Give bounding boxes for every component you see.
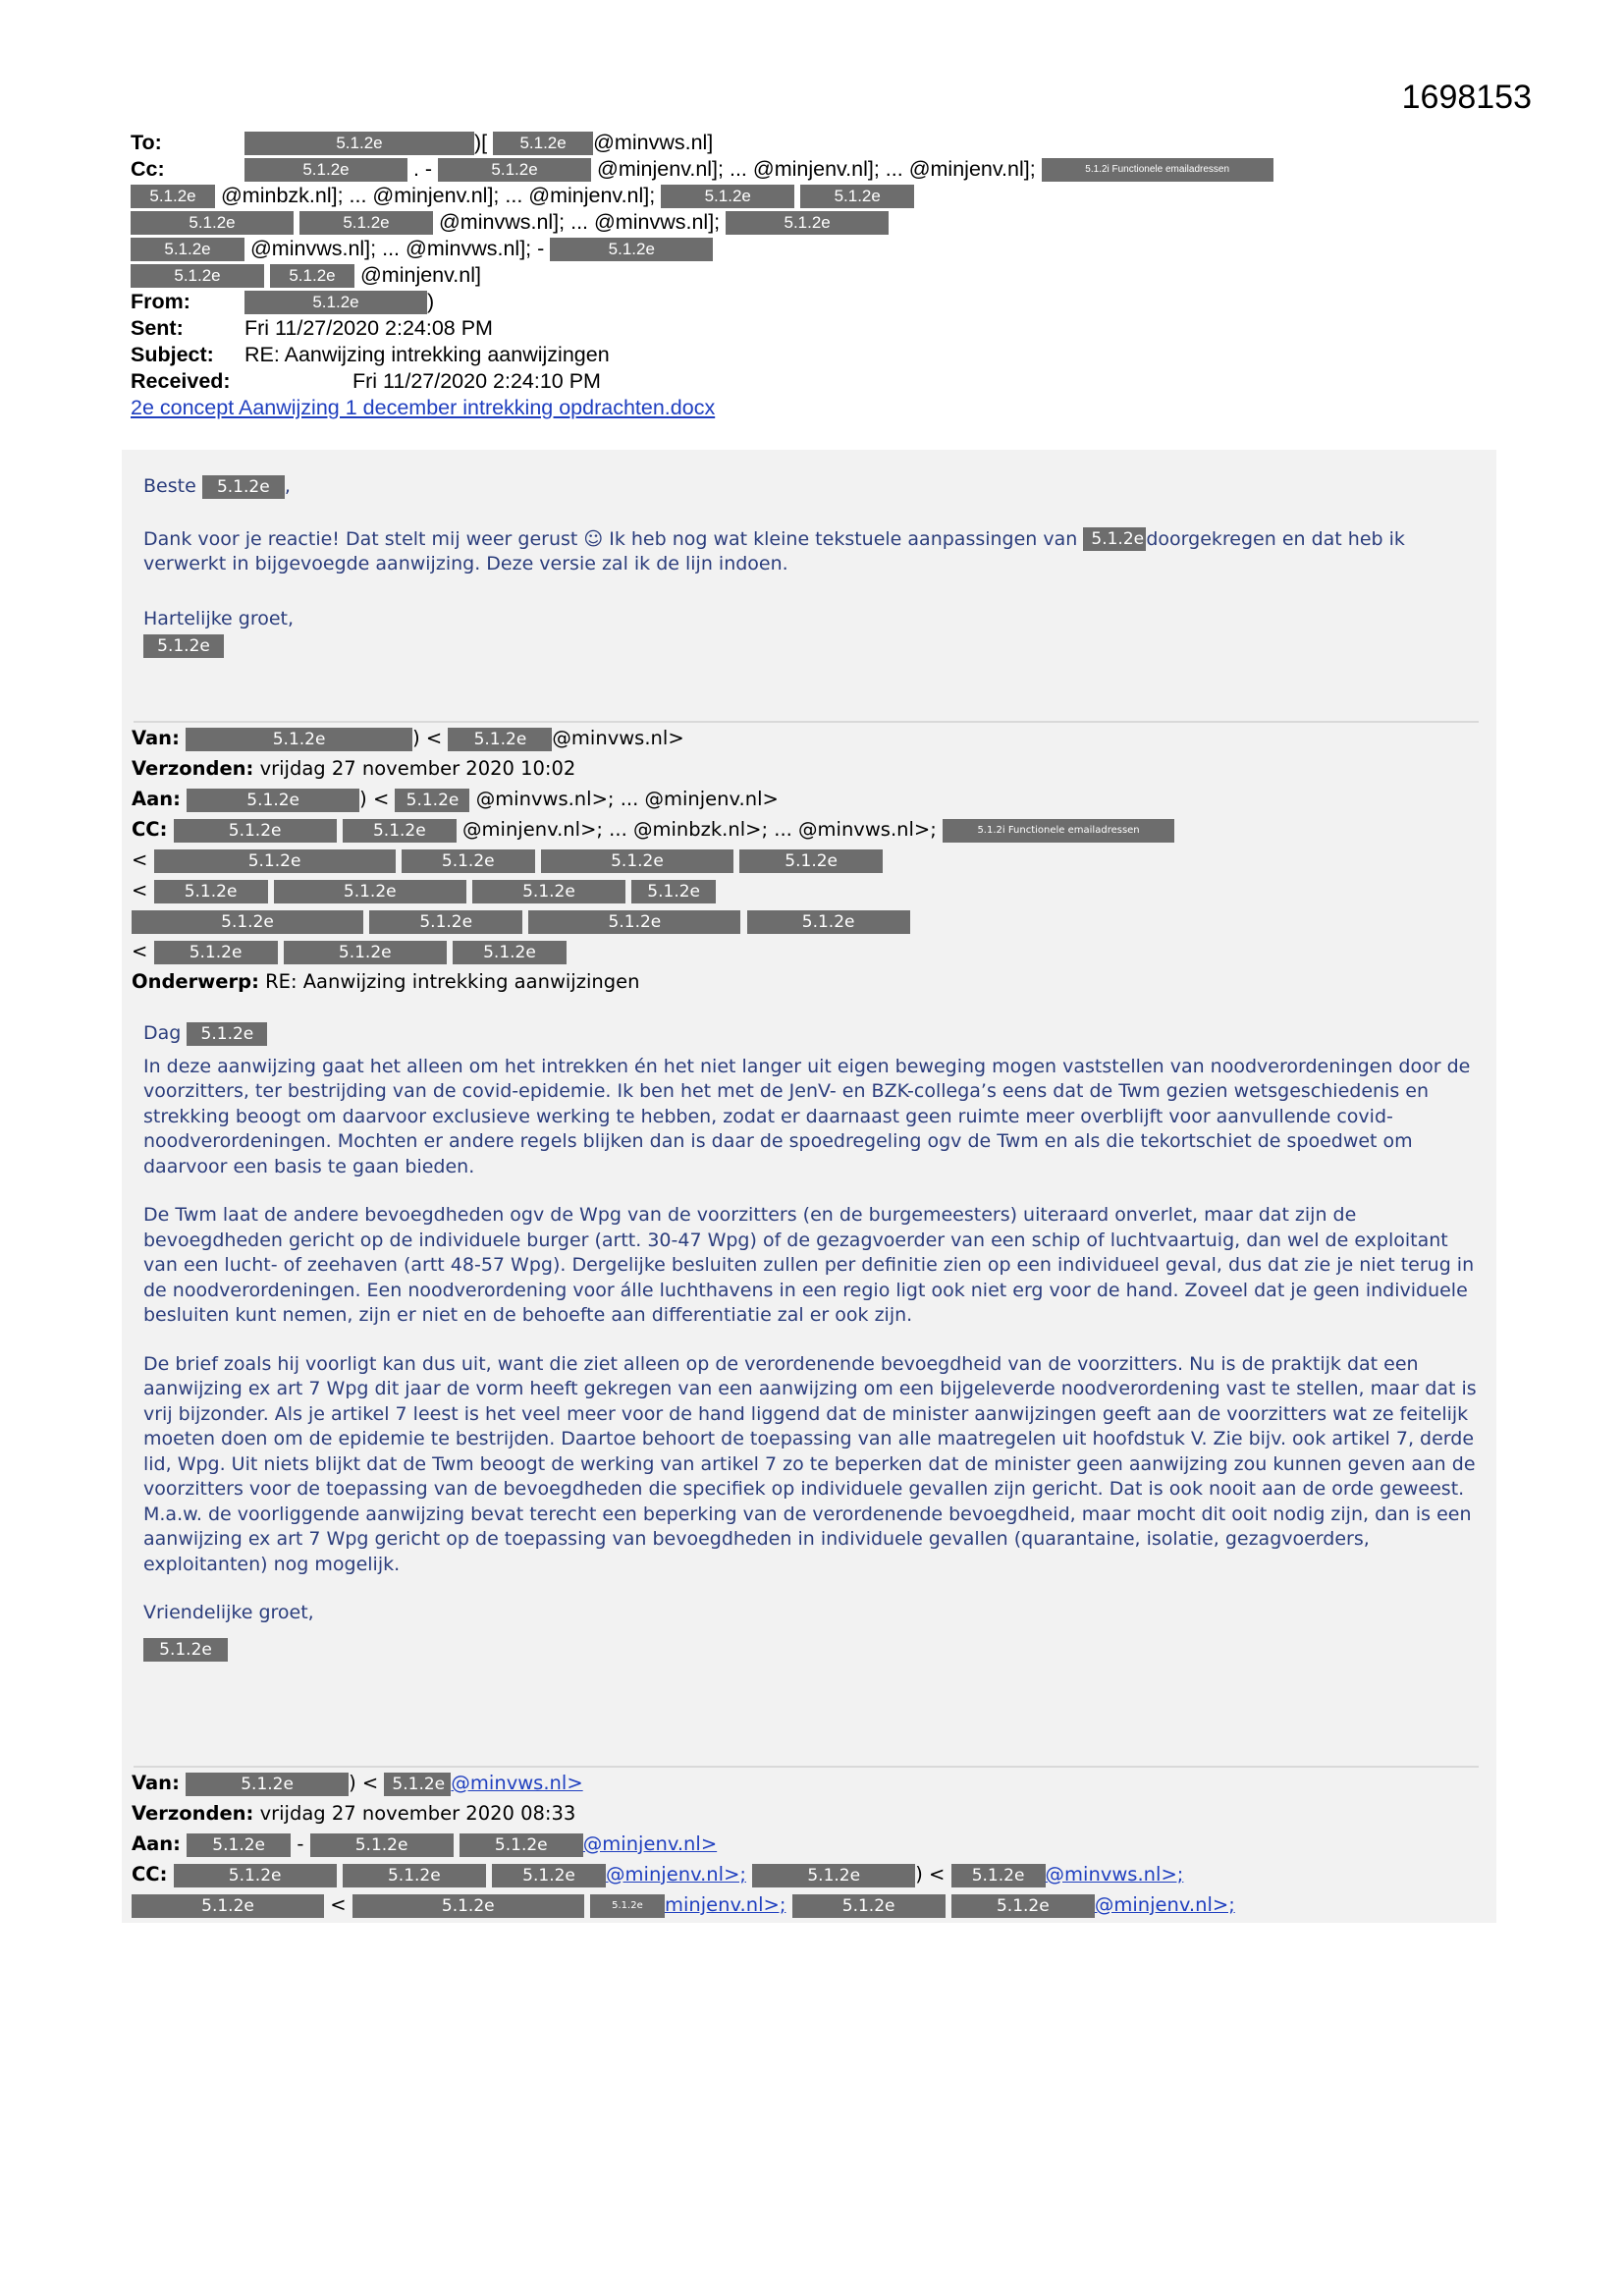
redaction-box: 5.1.2e xyxy=(174,1864,337,1887)
redaction-box: 5.1.2e xyxy=(299,211,433,235)
redaction-box: 5.1.2e xyxy=(132,1894,324,1918)
attachment-row xyxy=(131,395,1495,421)
redaction-box: 5.1.2e xyxy=(448,728,552,751)
redaction-box: 5.1.2e xyxy=(187,789,359,812)
cc-row: Cc: 5.1.2e . - 5.1.2e @minjenv.nl]; ... @minjenv.nl]; ... @minjenv.nl]; 5.1.2i Functionele emailadressen xyxy=(131,156,1495,183)
redaction-box: 5.1.2e xyxy=(590,1894,665,1918)
redaction-box: 5.1.2e xyxy=(951,1894,1095,1918)
redaction-box: 5.1.2e xyxy=(747,910,910,934)
cc-line: @minvws.nl]; ... @minvws.nl]; - xyxy=(249,237,545,260)
subject-row xyxy=(131,342,1495,368)
from-row: From: 5.1.2e ) xyxy=(131,290,435,313)
redaction-box: 5.1.2e xyxy=(792,1894,946,1918)
redaction-box: 5.1.2e xyxy=(528,910,740,934)
redaction-box: 5.1.2i Functionele emailadressen xyxy=(943,819,1174,843)
redaction-box: 5.1.2e xyxy=(186,728,412,751)
redaction-box: 5.1.2e xyxy=(270,264,354,288)
cc-line: @minjenv.nl] xyxy=(359,263,481,287)
redaction-box: 5.1.2e xyxy=(343,1864,486,1887)
forward-header-2: Van: 5.1.2e ) < 5.1.2e @minvws.nl> Verzonden: vrijdag 27 november 2020 08:33 Aan: 5.1.2e - 5.1.2e 5.1.2e @minjenv.nl> CC: 5.1.2e 5.1.2e 5.1.2e @minjenv.nl>; 5.1.2e ) < 5.1.2e @minvws.nl>; 5.1.2e < 5.1.2e 5.1.2e minjenv.nl>; 5.1.2e 5.1.2e @minjenv.nl>; xyxy=(132,1772,1235,1916)
verzonden-label: Verzonden: xyxy=(132,1802,254,1825)
redaction-box: 5.1.2e xyxy=(131,211,294,235)
closing: Vriendelijke groet, xyxy=(143,1602,314,1623)
redaction-box: 5.1.2i Functionele emailadressen xyxy=(1042,158,1273,182)
redaction-box: 5.1.2e xyxy=(1083,527,1146,551)
redaction-box: 5.1.2e xyxy=(739,849,883,873)
redaction-box: 5.1.2e xyxy=(352,1894,584,1918)
redaction-box: 5.1.2e xyxy=(752,1864,915,1887)
redaction-box: 5.1.2e xyxy=(631,880,716,903)
redaction-box: 5.1.2e xyxy=(493,132,593,155)
redaction-box: 5.1.2e xyxy=(131,185,215,208)
verzonden-value: vrijdag 27 november 2020 08:33 xyxy=(259,1802,576,1825)
closing: Hartelijke groet, xyxy=(143,607,295,629)
redaction-box: 5.1.2e xyxy=(131,264,264,288)
received-value: Fri 11/27/2020 2:24:10 PM xyxy=(352,369,601,393)
redaction-box: 5.1.2e xyxy=(726,211,889,235)
cc-line: @minjenv.nl]; ... @minjenv.nl]; ... @minjenv.nl]; xyxy=(597,157,1036,181)
redaction-box: 5.1.2e xyxy=(343,819,457,843)
greeting: Dag xyxy=(143,1022,182,1044)
subject-value: RE: Aanwijzing intrekking aanwijzingen xyxy=(244,343,610,366)
cc-row-4 xyxy=(131,236,1495,262)
redaction-box: 5.1.2e xyxy=(154,849,396,873)
greeting: Beste xyxy=(143,475,196,497)
redaction-box: 5.1.2e xyxy=(800,185,914,208)
redaction-box: 5.1.2e xyxy=(453,941,567,964)
cc-line: @minvws.nl]; ... @minvws.nl]; xyxy=(438,210,721,234)
subject-label: Subject: xyxy=(131,343,214,366)
redaction-box: 5.1.2e xyxy=(310,1833,454,1857)
to-label: To: xyxy=(131,131,162,154)
msg2-para-1: In deze aanwijzing gaat het alleen om het intrekken én het niet langer uit eigen beweging mogen vaststellen van noodverordeningen door de voorzitters, ter bestrijding van de covid-epidemie. Ik ben het met de JenV- en BZK-collega’s eens dat de Twm gezien wetsgeschiedenis en strekking beoogt om daarvoor exclusieve werking te hebben, zodat er daarnaast geen ruimte meer overblijft voor aanvullende covid-noodverordeningen. Mochten er andere regels blijken dan is daar de spoedregeling ogv de Twm en als die tekortschiet de spoedwet om daarvoor een basis te gaan bieden. xyxy=(143,1055,1471,1177)
cc-row-3 xyxy=(131,209,1495,236)
redaction-box: 5.1.2e xyxy=(661,185,794,208)
redaction-box: 5.1.2e xyxy=(284,941,447,964)
redaction-box: 5.1.2e xyxy=(143,634,224,658)
van-label: Van: xyxy=(132,727,180,749)
cc-value-4[interactable]: @minjenv.nl>; xyxy=(1094,1893,1235,1916)
cc-value-3[interactable]: minjenv.nl>; xyxy=(664,1893,786,1916)
redaction-box: 5.1.2e xyxy=(274,880,466,903)
redaction-box: 5.1.2e xyxy=(460,1833,583,1857)
cc-line: @minbzk.nl]; ... @minjenv.nl]; ... @minjenv.nl]; xyxy=(220,184,656,207)
redaction-box: 5.1.2e xyxy=(384,1773,451,1796)
redaction-box: 5.1.2e xyxy=(202,475,285,499)
sent-label: Sent: xyxy=(131,316,184,340)
received-label: Received: xyxy=(131,369,231,393)
redaction-box: 5.1.2e xyxy=(143,1638,228,1662)
cc-label: CC: xyxy=(132,818,168,841)
forward-header-1: Van: 5.1.2e ) < 5.1.2e @minvws.nl> Verzonden: vrijdag 27 november 2020 10:02 Aan: 5.1.2e ) < 5.1.2e @minvws.nl>; ... @minjenv.nl> CC: 5.1.2e 5.1.2e @minjenv.nl>; ... @minbzk.nl>; ... @minvws.nl>; 5.1.2i Functionele emailadressen < 5.1.2e 5.1.2e 5.1.2e 5.1.2e < 5.1.2e 5.1.2e 5.1.2e 5.1.2e 5.1.2e 5.1.2e 5.1.2e 5.1.2e < 5.1.2e 5.1.2e 5.1.2e Onderwerp: RE: Aanwijzing intrekking aanwijzingen xyxy=(132,723,1487,997)
from-label: From: xyxy=(131,290,190,313)
redaction-box: 5.1.2e xyxy=(131,238,244,261)
document-id: 1698153 xyxy=(1401,79,1532,116)
cc-label: Cc: xyxy=(131,157,165,181)
redaction-box: 5.1.2e xyxy=(395,789,469,812)
message-1: Beste 5.1.2e , Dank voor je reactie! Dat stelt mij weer gerust ☺ Ik heb nog wat kleine tekstuele aanpassingen van 5.1.2e doorgekregen en dat heb ik verwerkt in bijgevoegde aanwijzing. Deze versie zal ik de lijn indoen. Hartelijke groet, 5.1.2e xyxy=(143,474,1479,683)
redaction-box: 5.1.2e xyxy=(244,158,407,182)
redaction-box: 5.1.2e xyxy=(244,132,474,155)
redaction-box: 5.1.2e xyxy=(187,1833,291,1857)
sent-value: Fri 11/27/2020 2:24:08 PM xyxy=(244,316,493,340)
redaction-box: 5.1.2e xyxy=(492,1864,606,1887)
van-label: Van: xyxy=(132,1772,180,1794)
cc-label: CC: xyxy=(132,1863,168,1886)
verzonden-label: Verzonden: xyxy=(132,757,254,780)
van-value: @minvws.nl> xyxy=(552,727,684,749)
msg1-para-a: Dank voor je reactie! Dat stelt mij weer gerust ☺ Ik heb nog wat kleine tekstuele aanpassingen van xyxy=(143,527,1078,550)
aan-label: Aan: xyxy=(132,1832,181,1855)
redaction-box: 5.1.2e xyxy=(369,910,522,934)
email-header xyxy=(131,130,1495,421)
attachment-link[interactable]: 2e concept Aanwijzing 1 december intrekking opdrachten.docx xyxy=(131,396,716,419)
cc-row-5 xyxy=(131,262,1495,289)
msg2-para-3: De brief zoals hij voorligt kan dus uit, want die ziet alleen op de verordenende bevoegdheid van de voorzitters. Nu is de praktijk dat een aanwijzing ex art 7 Wpg dit jaar de vorm heeft gekregen van een aanwijzing om een bijgeleverde noodverordening vast te stellen, maar dat is vrij bijzonder. Als je artikel 7 leest is het veel meer voor de hand liggend dat de minister aanwijzingen geeft aan de voorzitters wat ze feitelijk moeten doen om de epidemie te bestrijden. Daartoe behoort de toepassing van alle maatregelen uit hoofdstuk V. Zie bijv. ook artikel 7, derde lid, Wpg. Uit niets blijkt dat de Twm beoogt de werking van artikel 7 zo te beperken dat de minister geen aanwijzing zou kunnen geven aan de voorzitters voor de toepassing van de bevoegdheden die specifiek op individuele gevallen zijn gericht. Dat is ook nooit aan de orde geweest. M.a.w. de voorliggende aanwijzing bevat terecht een beperking van de verordenende bevoegdheid, maar mocht dit ooit nodig zijn, dan is een aanwijzing ex art 7 Wpg gericht op de toepassing van bevoegdheden in individuele gevallen (quarantaine, isolatie, gezagvoerders, exploitanten) nog mogelijk. xyxy=(143,1352,1477,1575)
cc-value-2[interactable]: @minvws.nl>; xyxy=(1045,1863,1184,1886)
to-value: @minvws.nl] xyxy=(593,131,714,154)
cc-value: @minjenv.nl>; ... @minbzk.nl>; ... @minvws.nl>; xyxy=(462,818,937,841)
message-2 xyxy=(143,1021,1484,1686)
onderwerp-value: RE: Aanwijzing intrekking aanwijzingen xyxy=(265,970,640,993)
redaction-box: 5.1.2e xyxy=(132,910,363,934)
onderwerp-label: Onderwerp: xyxy=(132,970,259,993)
redaction-box: 5.1.2e xyxy=(244,291,427,314)
cc-row-2 xyxy=(131,183,1495,209)
cc-value-1[interactable]: @minjenv.nl>; xyxy=(606,1863,746,1886)
received-row xyxy=(131,368,1495,395)
redaction-box: 5.1.2e xyxy=(472,880,625,903)
to-row: To: 5.1.2e )[ 5.1.2e @minvws.nl] xyxy=(131,131,714,154)
redaction-box: 5.1.2e xyxy=(154,880,268,903)
redaction-box: 5.1.2e xyxy=(174,819,337,843)
van-value[interactable]: @minvws.nl> xyxy=(451,1772,583,1794)
aan-label: Aan: xyxy=(132,788,181,810)
redaction-box: 5.1.2e xyxy=(550,238,713,261)
msg2-para-2: De Twm laat de andere bevoegdheden ogv de Wpg van de voorzitters (en de burgemeesters) uiteraard onverlet, maar dat zijn de bevoegdheden gericht op de individuele burger (artt. 30-47 Wpg) of de gezagvoerder van een schip of luchtvaartuig, dan wel de exploitant van een lucht- of zeehaven (artt 48-57 Wpg). Dergelijke besluiten zullen per definitie zien op een individueel geval, dus dat zie je niet terug in de noodverordeningen. Een noodverordening voor álle luchthavens in een regio ligt ook niet erg voor de hand. Zoveel dat je geen individuele besluiten kunt nemen, zijn er niet en de behoefte aan differentiatie zal er ook zijn. xyxy=(143,1204,1475,1326)
sent-row xyxy=(131,315,1495,342)
redaction-box: 5.1.2e xyxy=(541,849,733,873)
msg1-para-b: doorgekregen en dat heb ik verwerkt in bijgevoegde aanwijzing. Deze versie zal ik de lijn indoen. xyxy=(143,527,1405,574)
redaction-box: 5.1.2e xyxy=(951,1864,1046,1887)
message-panel xyxy=(122,450,1496,1923)
redaction-box: 5.1.2e xyxy=(154,941,278,964)
redaction-box: 5.1.2e xyxy=(438,158,591,182)
aan-value: @minvws.nl>; ... @minjenv.nl> xyxy=(475,788,779,810)
aan-value[interactable]: @minjenv.nl> xyxy=(582,1832,718,1855)
redaction-box: 5.1.2e xyxy=(187,1022,267,1046)
redaction-box: 5.1.2e xyxy=(402,849,535,873)
redaction-box: 5.1.2e xyxy=(186,1773,349,1796)
verzonden-value: vrijdag 27 november 2020 10:02 xyxy=(259,757,576,780)
